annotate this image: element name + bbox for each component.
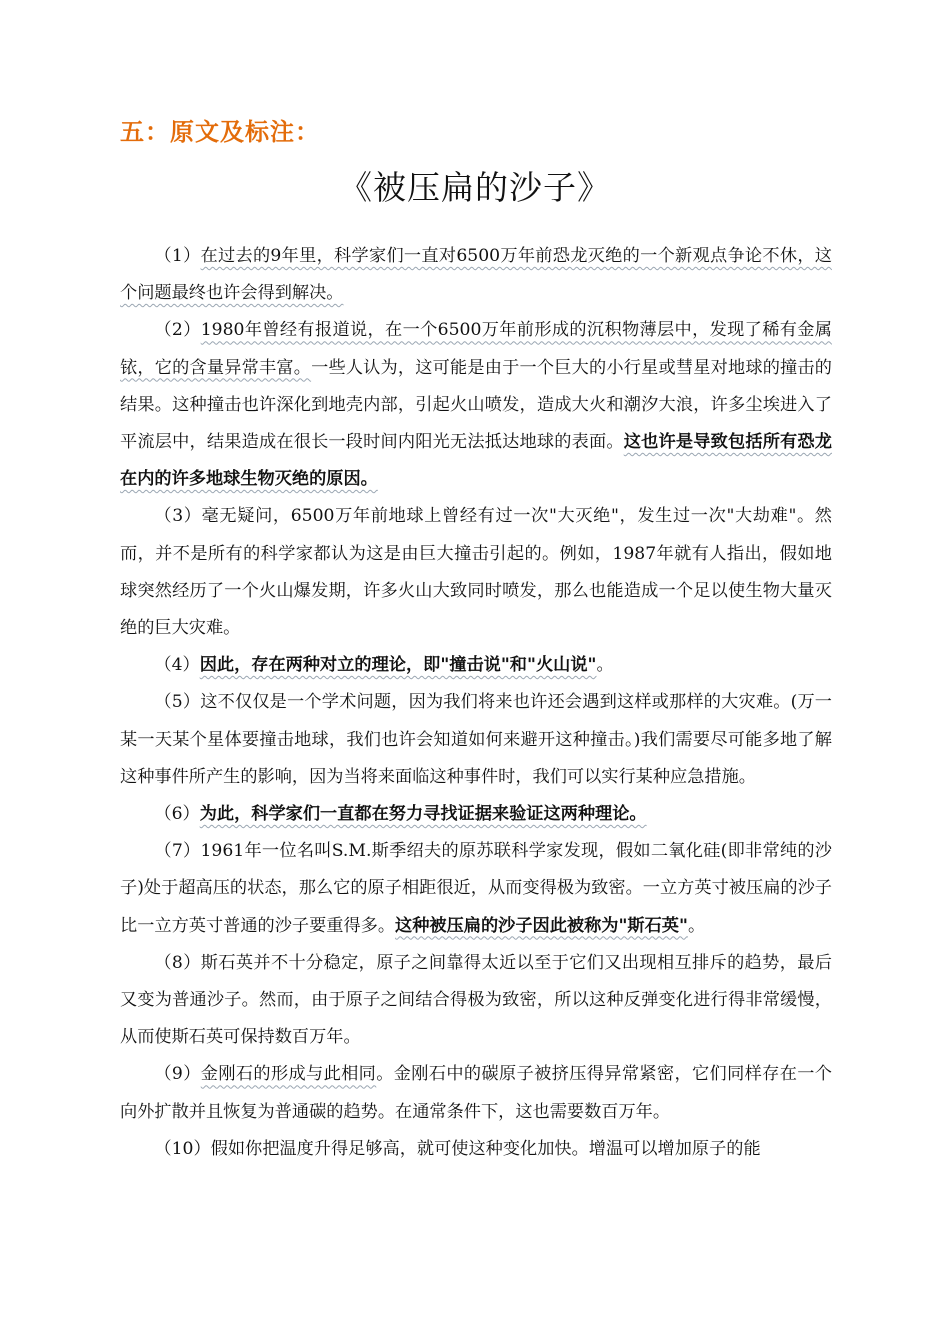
- document-title: 《被压扁的沙子》: [339, 168, 611, 207]
- paragraph: [120, 647, 832, 684]
- paragraph: [120, 796, 832, 833]
- paragraph: [120, 1056, 832, 1130]
- paragraph-number: （4）: [154, 655, 200, 676]
- text-segment: 一些人认为，这可能是由于一个巨大的小行星或彗星对地球的撞击的结果。这种撞击也许深化到地壳内部，引起火山喷发，造成大火和潮汐大浪，许多尘埃进入了平流层中，结果造成在很长一段时间内阳光无法抵达地球的表面。: [120, 357, 832, 453]
- paragraph: [120, 1131, 832, 1168]
- paragraph: [120, 684, 832, 796]
- key-sentence: 这种被压扁的沙子因此被称为"斯石英": [395, 915, 688, 936]
- paragraph-number: （7）: [154, 841, 201, 862]
- text-segment: 假如你把温度升得足够高，就可使这种变化加快。增温可以增加原子的能: [210, 1138, 761, 1159]
- annotated-text: 金刚石的形成与此相同: [200, 1064, 377, 1085]
- text-segment: 这不仅仅是一个学术问题，因为我们将来也许还会遇到这样或那样的大灾难。(万一某一天某个星体要撞击地球，我们也许会知道如何来避开这种撞击。)我们需要尽可能多地了解这种事件所产生的影响，因为当将来面临这种事件时，我们可以实行某种应急措施。: [120, 692, 832, 787]
- paragraph: [120, 312, 832, 498]
- paragraph-number: （8）: [154, 952, 201, 973]
- text-segment: 1961年一位名叫S.M.斯季绍夫的原苏联科学家发现，假如二氧化硅(即非常纯的沙子)处于超高压的状态，那么它的原子相距很近，从而变得极为致密。一立方英寸被压扁的沙子比一立方英寸普通的沙子要重得多。: [120, 841, 832, 936]
- annotated-text: 1980年曾经有报道说，在一个6500万年前形成的沉积物薄层中，发现了稀有金属铱，它的含量异常丰富。: [120, 320, 832, 378]
- paragraph: [120, 498, 832, 647]
- paragraph-number: （9）: [154, 1064, 201, 1085]
- section-heading: 五：原文及标注：: [120, 118, 320, 146]
- paragraph-number: （2）: [154, 320, 201, 341]
- article-body: [120, 238, 832, 1168]
- annotated-text: 在过去的9年里，科学家们一直对6500万年前恐龙灭绝的一个新观点争论不休，这个问题最终也许会得到解决。: [120, 246, 832, 304]
- paragraph-number: （6）: [154, 804, 200, 825]
- paragraph-number: （1）: [154, 246, 201, 266]
- text-segment: 。: [596, 655, 614, 676]
- text-segment: 。金刚石中的碳原子被挤压得异常紧密，它们同样存在一个向外扩散并且恢复为普通碳的趋势。在通常条件下，这也需要数百万年。: [120, 1064, 832, 1122]
- paragraph-number: （10）: [154, 1138, 211, 1159]
- key-sentence: 为此，科学家们一直都在努力寻找证据来验证这两种理论。: [199, 804, 647, 825]
- paragraph: [120, 833, 832, 945]
- text-segment: 。: [687, 915, 706, 936]
- text-segment: 斯石英并不十分稳定，原子之间靠得太近以至于它们又出现相互排斥的趋势，最后又变为普通沙子。然而，由于原子之间结合得极为致密，所以这种反弹变化进行得非常缓慢，从而使斯石英可保持数百万年。: [120, 952, 832, 1048]
- paragraph-number: （3）: [154, 506, 202, 527]
- paragraph-number: （5）: [154, 692, 201, 713]
- key-sentence: 这也许是导致包括所有恐龙在内的许多地球生物灭绝的原因。: [120, 432, 832, 490]
- paragraph: [120, 945, 832, 1057]
- text-segment: 毫无疑问，6500万年前地球上曾经有过一次"大灭绝"，发生过一次"大劫难"。然而，并不是所有的科学家都认为这是由巨大撞击引起的。例如，1987年就有人指出，假如地球突然经历了一个火山爆发期，许多火山大致同时喷发，那么也能造成一个足以使生物大量灭绝的巨大灾难。: [120, 506, 832, 639]
- paragraph: [120, 238, 832, 312]
- key-sentence: 因此，存在两种对立的理论，即"撞击说"和"火山说": [199, 655, 597, 676]
